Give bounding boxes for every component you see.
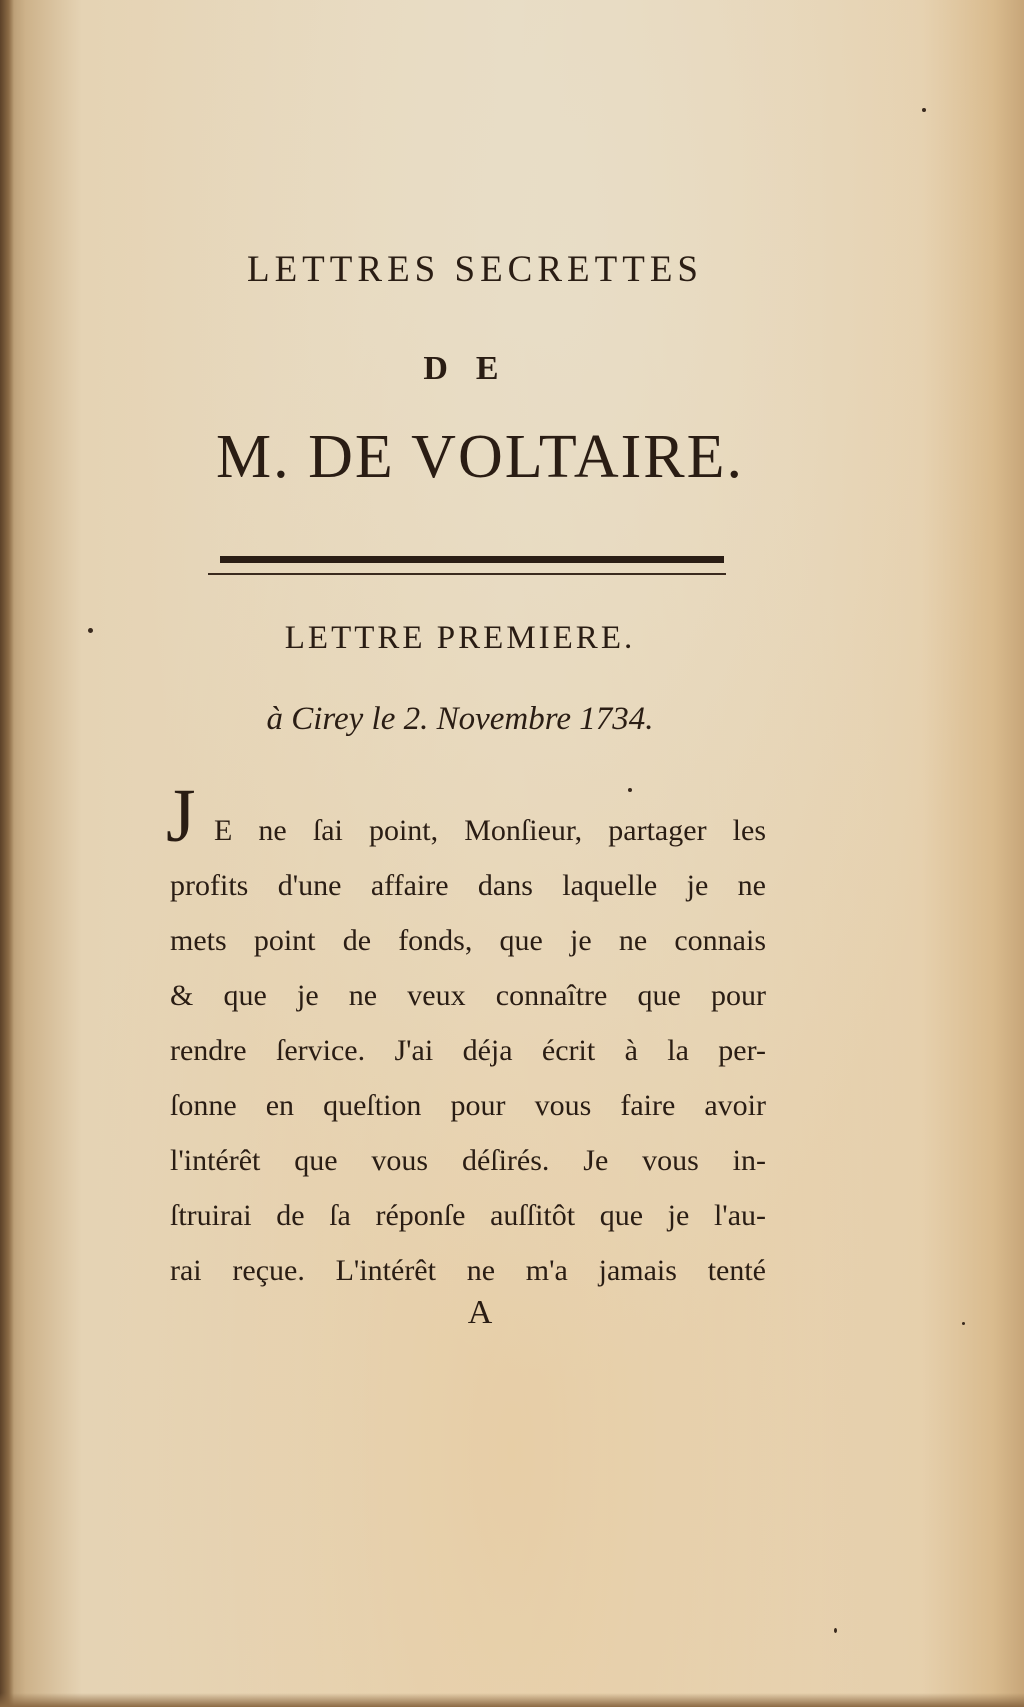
book-title-line-2: DE — [423, 350, 527, 387]
body-line: rendre ſervice. J'ai déja écrit à la per- — [170, 1034, 766, 1067]
body-line: profits d'une affaire dans laquelle je ne — [170, 869, 766, 902]
body-line: rai reçue. L'intérêt ne m'a jamais tenté — [170, 1254, 766, 1287]
letter-dateline: à Cirey le 2. Novembre 1734. — [266, 701, 654, 737]
body-line: l'intérêt que vous déſirés. Je vous in- — [170, 1144, 766, 1177]
body-line: & que je ne veux connaître que pour — [170, 979, 766, 1012]
paper-speck — [88, 628, 93, 633]
body-line: ſonne en queſtion pour vous faire avoir — [170, 1089, 766, 1122]
drop-cap: J — [166, 774, 196, 858]
paper-speck — [628, 788, 632, 792]
title-rule-thick — [220, 556, 724, 563]
paper-speck — [834, 1628, 837, 1633]
page-spine-shadow — [0, 0, 14, 1707]
body-line: E ne ſai point, Monſieur, partager les — [214, 814, 766, 847]
page-bottom-edge — [0, 1693, 1024, 1707]
letter-heading: LETTRE PREMIERE. — [284, 620, 636, 656]
body-line: mets point de fonds, que je ne connais — [170, 924, 766, 957]
paper-speck — [962, 1322, 965, 1325]
book-title-line-3: M. DE VOLTAIRE. — [216, 423, 744, 491]
book-title-line-1: LETTRES SECRETTES — [246, 249, 704, 290]
title-rule-thin — [208, 573, 726, 575]
signature-mark: A — [467, 1294, 493, 1331]
paper-speck — [922, 108, 926, 112]
body-line: ſtruirai de ſa réponſe auſſitôt que je l'au- — [170, 1199, 766, 1232]
